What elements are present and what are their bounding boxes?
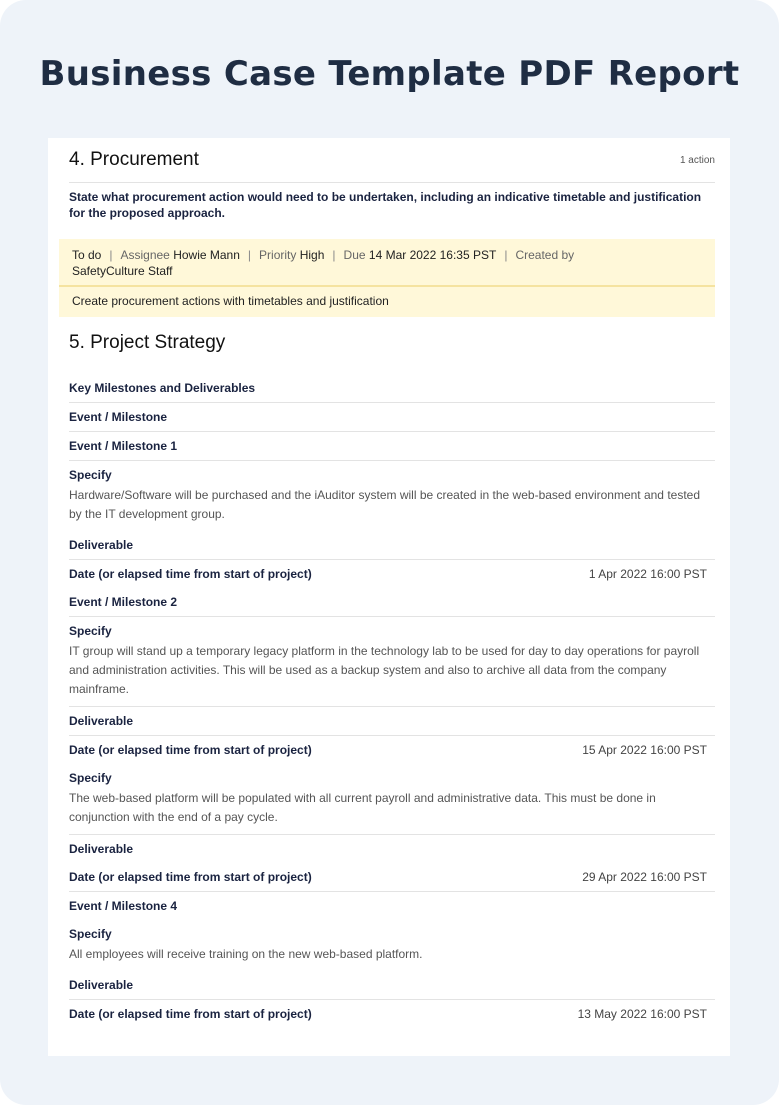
- procurement-section-header: [69, 138, 715, 183]
- date-row: [69, 736, 715, 764]
- action-card[interactable]: [59, 239, 715, 317]
- action-description: Create procurement actions with timetables and justification: [72, 294, 389, 308]
- key-milestones-text: Key Milestones and Deliverables: [69, 381, 256, 395]
- procurement-question: State what procurement action would need to be undertaken, including an indicative timetable and justification for the proposed approach.: [69, 190, 702, 220]
- date-row: [69, 863, 715, 892]
- deliverable-label-text: Deliverable: [69, 538, 134, 552]
- specify-label: Specify: [69, 927, 112, 941]
- specify-text: IT group will stand up a temporary legacy platform in the technology lab to be used for day to day operations for payroll and administration activities. This will be used as a backup system and also to archive all data from the company mainframe.: [69, 644, 700, 696]
- date-value: 29 Apr 2022 16:00 PST: [582, 870, 707, 884]
- specify-label: Specify: [69, 771, 112, 785]
- specify-row: [69, 461, 715, 531]
- assignee-label: Assignee: [120, 248, 170, 262]
- page-title: Business Case Template PDF Report: [39, 54, 740, 94]
- specify-text: Hardware/Software will be purchased and the iAuditor system will be created in the web-based environment and tested by the IT development group.: [69, 488, 701, 521]
- date-row: [69, 560, 715, 588]
- date-value: 13 May 2022 16:00 PST: [577, 1007, 707, 1021]
- specify-row: [69, 920, 715, 971]
- milestone-name: [69, 432, 715, 461]
- action-status: To do: [72, 248, 102, 262]
- milestone-2-name: Event / Milestone 2: [69, 595, 178, 609]
- event-milestone-header: [69, 403, 715, 432]
- specify-row: [69, 617, 715, 707]
- priority-label: Priority: [259, 248, 297, 262]
- deliverable-label: [69, 531, 715, 560]
- specify-label: Specify: [69, 624, 112, 638]
- date-value: 15 Apr 2022 16:00 PST: [582, 743, 707, 757]
- priority-value: High: [299, 248, 325, 262]
- specify-text: The web-based platform will be populated with all current payroll and administrative data. This must be done in conjunction with the end of a pay cycle.: [69, 791, 656, 824]
- strategy-section-title: 5. Project Strategy: [69, 332, 226, 353]
- date-label: Date (or elapsed time from start of project): [69, 743, 312, 757]
- due-label: Due: [343, 248, 366, 262]
- action-meta: To do | Assignee Howie Mann | Priority High | Due 14 Mar 2022 16:35 PST | Created by SafetyCulture Staff: [59, 239, 715, 287]
- deliverable-label-text: Deliverable: [69, 714, 134, 728]
- due-value: 14 Mar 2022 16:35 PST: [368, 248, 497, 262]
- milestone-4-name: Event / Milestone 4: [69, 899, 178, 913]
- deliverable-label: [69, 707, 715, 736]
- deliverable-label: [69, 835, 715, 863]
- milestone-name: [69, 588, 715, 617]
- action-count-badge: 1 action: [679, 154, 715, 166]
- created-by-value: SafetyCulture Staff: [72, 264, 173, 278]
- deliverable-label-text: Deliverable: [69, 842, 134, 856]
- section-title: 4. Procurement: [69, 149, 199, 170]
- date-label: Date (or elapsed time from start of project): [69, 1007, 312, 1021]
- created-by-label: Created by: [515, 248, 575, 262]
- date-label: Date (or elapsed time from start of project): [69, 567, 312, 581]
- date-row: [69, 1000, 715, 1028]
- specify-row: [69, 764, 715, 835]
- deliverable-label: [69, 971, 715, 1000]
- report-page: [48, 138, 730, 1056]
- event-milestone-header-text: Event / Milestone: [69, 410, 168, 424]
- specify-label: Specify: [69, 468, 112, 482]
- milestone-name: [69, 892, 715, 920]
- specify-text: All employees will receive training on the new web-based platform.: [69, 947, 423, 961]
- assignee-value: Howie Mann: [173, 248, 240, 262]
- date-value: 1 Apr 2022 16:00 PST: [588, 567, 707, 581]
- milestone-1-name: Event / Milestone 1: [69, 439, 178, 453]
- date-label: Date (or elapsed time from start of project): [69, 870, 312, 884]
- key-milestones-label: [69, 374, 715, 403]
- deliverable-label-text: Deliverable: [69, 978, 134, 992]
